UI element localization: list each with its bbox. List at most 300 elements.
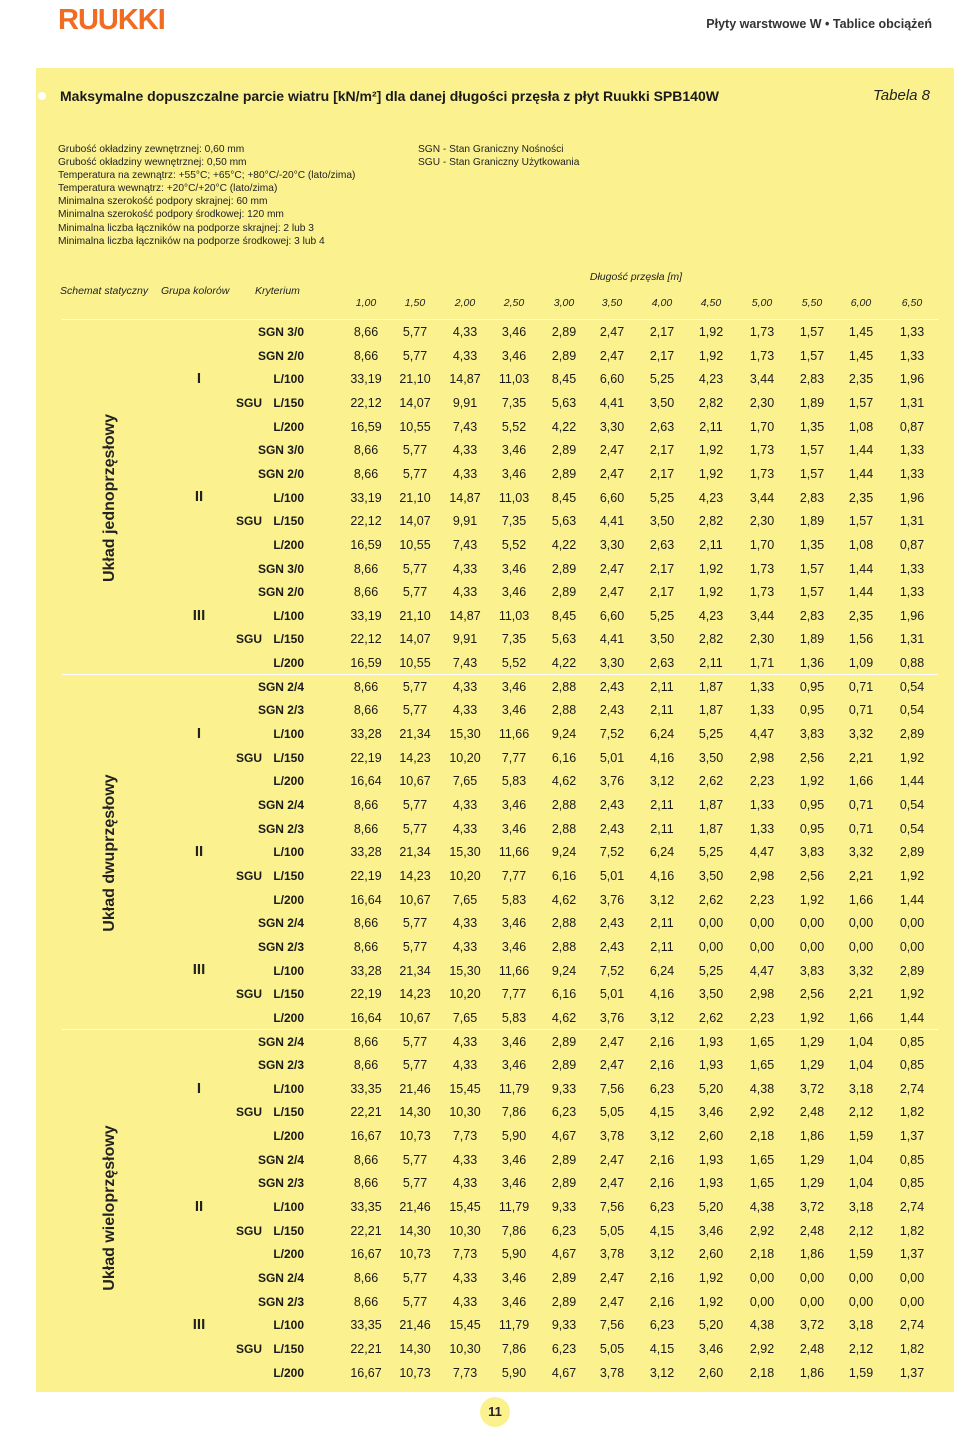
table-cell: 14,30 bbox=[399, 1341, 431, 1356]
table-cell: 1,73 bbox=[749, 348, 775, 363]
table-cell: 11,66 bbox=[498, 845, 530, 860]
table-cell: 10,20 bbox=[449, 868, 481, 883]
table-cell: 5,77 bbox=[402, 679, 428, 694]
table-cell: 4,38 bbox=[749, 1200, 775, 1215]
table-cell: 2,48 bbox=[799, 1223, 825, 1238]
table-cell: 9,91 bbox=[452, 632, 478, 647]
table-cell: 6,23 bbox=[551, 1105, 577, 1120]
table-row bbox=[0, 960, 960, 982]
criterion-label: SGN 3/0 bbox=[257, 443, 304, 458]
table-cell: 5,77 bbox=[402, 939, 428, 954]
table-cell: 0,00 bbox=[698, 939, 724, 954]
table-cell: 1,31 bbox=[899, 514, 925, 529]
table-cell: 2,82 bbox=[698, 632, 724, 647]
table-cell: 7,86 bbox=[501, 1105, 527, 1120]
sgu-label: SGU bbox=[236, 750, 263, 765]
table-cell: 1,66 bbox=[848, 1010, 874, 1025]
table-cell: 3,83 bbox=[799, 727, 825, 742]
criterion-label: L/100 bbox=[273, 490, 304, 505]
criterion-label: L/100 bbox=[273, 1081, 304, 1096]
table-cell: 3,50 bbox=[698, 868, 724, 883]
table-cell: 2,18 bbox=[749, 1247, 775, 1262]
table-cell: 1,59 bbox=[848, 1129, 874, 1144]
table-cell: 10,30 bbox=[449, 1341, 481, 1356]
table-cell: 2,89 bbox=[551, 1034, 577, 1049]
table-cell: 3,12 bbox=[649, 1129, 675, 1144]
table-cell: 1,92 bbox=[698, 325, 724, 339]
table-cell: 3,46 bbox=[501, 821, 527, 836]
table-cell: 0,00 bbox=[899, 1271, 925, 1285]
table-cell: 1,82 bbox=[899, 1341, 925, 1356]
table-cell: 4,47 bbox=[749, 727, 775, 742]
table-cell: 8,66 bbox=[353, 1294, 379, 1309]
table-cell: 2,17 bbox=[649, 466, 675, 481]
table-cell: 7,56 bbox=[599, 1081, 625, 1096]
table-cell: 1,86 bbox=[799, 1365, 825, 1380]
table-cell: 0,00 bbox=[749, 939, 775, 954]
parameter-line: Temperatura wewnątrz: +20°C/+20°C (lato/zima) bbox=[58, 183, 278, 195]
logo-text: RUUKKI bbox=[58, 6, 165, 32]
table-cell: 4,41 bbox=[599, 514, 625, 529]
table-cell: 5,77 bbox=[402, 348, 428, 363]
table-cell: 5,77 bbox=[402, 585, 428, 600]
span-length-header: 6,50 bbox=[901, 297, 923, 309]
table-cell: 0,00 bbox=[848, 916, 874, 931]
table-cell: 0,00 bbox=[848, 939, 874, 954]
table-cell: 1,70 bbox=[749, 419, 775, 434]
table-cell: 1,44 bbox=[848, 466, 874, 481]
table-cell: 2,47 bbox=[599, 1294, 625, 1309]
table-cell: 5,63 bbox=[551, 632, 577, 647]
table-row bbox=[0, 463, 960, 485]
criterion-label: SGN 2/3 bbox=[257, 1294, 304, 1309]
table-cell: 11,79 bbox=[498, 1081, 530, 1096]
table-cell: 4,16 bbox=[649, 987, 675, 1002]
sgu-label: SGU bbox=[236, 987, 263, 1002]
table-cell: 2,12 bbox=[848, 1105, 874, 1120]
criterion-label: SGN 2/0 bbox=[257, 466, 304, 481]
table-cell: 0,95 bbox=[799, 679, 825, 694]
table-cell: 1,92 bbox=[899, 868, 925, 883]
table-cell: 5,77 bbox=[402, 1294, 428, 1309]
criterion-label: SGN 2/0 bbox=[257, 585, 304, 600]
table-cell: 2,60 bbox=[698, 1365, 724, 1380]
criterion-label: SGN 2/3 bbox=[257, 703, 304, 718]
table-cell: 4,33 bbox=[452, 585, 478, 600]
table-cell: 3,50 bbox=[649, 514, 675, 529]
page-number: 11 bbox=[480, 1397, 510, 1427]
table-cell: 1,33 bbox=[899, 348, 925, 363]
table-cell: 2,56 bbox=[799, 750, 825, 765]
table-cell: 3,30 bbox=[599, 656, 625, 671]
table-cell: 22,19 bbox=[350, 750, 382, 765]
table-row bbox=[0, 416, 960, 438]
table-cell: 1,65 bbox=[749, 1034, 775, 1049]
parameter-line: Minimalna szerokość podpory skrajnej: 60 mm bbox=[58, 196, 268, 208]
column-header-criterion: Kryterium bbox=[255, 285, 300, 297]
table-cell: 3,46 bbox=[698, 1341, 724, 1356]
table-cell: 3,50 bbox=[649, 395, 675, 410]
table-cell: 7,73 bbox=[452, 1129, 478, 1144]
table-cell: 1,73 bbox=[749, 561, 775, 576]
table-row bbox=[0, 841, 960, 863]
table-cell: 1,89 bbox=[799, 632, 825, 647]
table-cell: 4,16 bbox=[649, 868, 675, 883]
criterion-label: L/150 bbox=[273, 1341, 304, 1356]
table-cell: 2,62 bbox=[698, 774, 724, 789]
table-cell: 2,62 bbox=[698, 892, 724, 907]
table-cell: 4,33 bbox=[452, 325, 478, 339]
table-cell: 0,71 bbox=[848, 703, 874, 718]
table-cell: 3,12 bbox=[649, 1247, 675, 1262]
table-cell: 3,46 bbox=[501, 443, 527, 458]
table-cell: 1,44 bbox=[848, 585, 874, 600]
table-cell: 2,88 bbox=[551, 798, 577, 812]
color-group-label: II bbox=[194, 488, 204, 506]
table-cell: 33,28 bbox=[350, 963, 382, 978]
scheme-divider bbox=[62, 674, 938, 675]
table-cell: 3,46 bbox=[698, 1105, 724, 1120]
sgu-label: SGU bbox=[236, 1223, 263, 1238]
color-group-label: II bbox=[194, 1197, 204, 1215]
table-row bbox=[0, 345, 960, 367]
table-cell: 8,66 bbox=[353, 798, 379, 812]
table-cell: 5,77 bbox=[402, 1034, 428, 1049]
table-cell: 2,88 bbox=[551, 679, 577, 694]
table-row bbox=[0, 912, 960, 934]
table-cell: 3,76 bbox=[599, 774, 625, 789]
table-cell: 0,00 bbox=[899, 939, 925, 954]
span-length-header: 5,00 bbox=[751, 297, 773, 309]
table-cell: 2,82 bbox=[698, 395, 724, 410]
criterion-label: L/100 bbox=[273, 372, 304, 387]
table-cell: 22,19 bbox=[350, 987, 382, 1002]
table-cell: 1,65 bbox=[749, 1058, 775, 1073]
table-cell: 10,73 bbox=[399, 1129, 431, 1144]
table-cell: 7,86 bbox=[501, 1341, 527, 1356]
table-cell: 3,44 bbox=[749, 372, 775, 387]
table-cell: 11,03 bbox=[498, 490, 530, 505]
table-cell: 7,52 bbox=[599, 963, 625, 978]
table-cell: 14,30 bbox=[399, 1223, 431, 1238]
table-cell: 1,92 bbox=[799, 892, 825, 907]
color-group-label: I bbox=[196, 1079, 202, 1097]
table-cell: 2,89 bbox=[899, 963, 925, 978]
table-cell: 16,59 bbox=[350, 419, 382, 434]
criterion-label: SGN 2/3 bbox=[257, 1058, 304, 1073]
table-cell: 16,59 bbox=[350, 537, 382, 552]
table-cell: 15,45 bbox=[449, 1081, 481, 1096]
table-cell: 2,30 bbox=[749, 514, 775, 529]
table-cell: 5,90 bbox=[501, 1129, 527, 1144]
table-cell: 2,47 bbox=[599, 1152, 625, 1167]
table-row bbox=[0, 699, 960, 721]
table-cell: 1,04 bbox=[848, 1152, 874, 1167]
table-cell: 1,66 bbox=[848, 774, 874, 789]
table-cell: 3,46 bbox=[501, 1176, 527, 1191]
table-cell: 2,11 bbox=[650, 798, 674, 812]
table-row bbox=[0, 818, 960, 840]
table-cell: 33,19 bbox=[350, 608, 382, 623]
table-cell: 3,12 bbox=[649, 1010, 675, 1025]
table-row bbox=[0, 1243, 960, 1265]
column-header-color-group: Grupa kolorów bbox=[161, 285, 230, 297]
criterion-label: L/200 bbox=[273, 537, 304, 552]
table-cell: 4,33 bbox=[452, 703, 478, 718]
table-cell: 4,41 bbox=[599, 632, 625, 647]
table-cell: 6,16 bbox=[551, 868, 577, 883]
table-cell: 3,32 bbox=[848, 727, 874, 742]
table-cell: 7,43 bbox=[452, 537, 478, 552]
table-cell: 2,48 bbox=[799, 1105, 825, 1120]
table-cell: 2,60 bbox=[698, 1247, 724, 1262]
table-cell: 3,12 bbox=[649, 892, 675, 907]
table-cell: 0,00 bbox=[799, 939, 825, 954]
table-row bbox=[0, 936, 960, 958]
table-cell: 2,89 bbox=[551, 1294, 577, 1309]
table-cell: 10,67 bbox=[399, 774, 431, 789]
table-row bbox=[0, 652, 960, 674]
table-cell: 21,34 bbox=[399, 963, 431, 978]
table-cell: 3,83 bbox=[799, 963, 825, 978]
table-cell: 14,23 bbox=[399, 868, 431, 883]
table-cell: 0,00 bbox=[799, 1271, 825, 1285]
table-cell: 1,04 bbox=[848, 1058, 874, 1073]
table-cell: 4,15 bbox=[649, 1341, 675, 1356]
table-cell: 7,77 bbox=[501, 987, 527, 1002]
table-cell: 0,87 bbox=[899, 419, 925, 434]
table-cell: 2,11 bbox=[650, 679, 674, 694]
table-cell: 3,50 bbox=[649, 632, 675, 647]
table-cell: 1,92 bbox=[799, 774, 825, 789]
table-cell: 14,07 bbox=[399, 514, 431, 529]
table-cell: 0,95 bbox=[799, 821, 825, 836]
table-cell: 4,16 bbox=[649, 750, 675, 765]
parameter-line: Grubość okładziny zewnętrznej: 0,60 mm bbox=[58, 144, 245, 155]
table-cell: 8,66 bbox=[353, 1058, 379, 1073]
criterion-label: L/200 bbox=[273, 656, 304, 671]
table-cell: 6,23 bbox=[649, 1318, 675, 1333]
table-row bbox=[0, 1149, 960, 1171]
criterion-label: L/100 bbox=[273, 1318, 304, 1333]
table-cell: 1,44 bbox=[899, 774, 925, 789]
table-cell: 8,66 bbox=[353, 821, 379, 836]
table-row bbox=[0, 983, 960, 1005]
criterion-label: SGN 3/0 bbox=[257, 325, 304, 339]
table-cell: 2,82 bbox=[698, 514, 724, 529]
table-cell: 7,35 bbox=[501, 514, 527, 529]
table-cell: 16,64 bbox=[350, 892, 382, 907]
table-row bbox=[0, 1078, 960, 1100]
table-cell: 5,05 bbox=[599, 1223, 625, 1238]
table-cell: 2,83 bbox=[799, 372, 825, 387]
table-cell: 2,23 bbox=[749, 892, 775, 907]
table-cell: 1,65 bbox=[749, 1152, 775, 1167]
table-cell: 1,92 bbox=[899, 987, 925, 1002]
table-cell: 22,12 bbox=[350, 514, 382, 529]
table-cell: 1,82 bbox=[899, 1105, 925, 1120]
table-cell: 21,10 bbox=[399, 490, 431, 505]
table-cell: 3,46 bbox=[501, 585, 527, 600]
table-cell: 1,37 bbox=[899, 1365, 925, 1380]
table-row bbox=[0, 1338, 960, 1360]
table-cell: 2,35 bbox=[848, 490, 874, 505]
table-cell: 1,29 bbox=[799, 1034, 825, 1049]
table-cell: 2,47 bbox=[599, 1058, 625, 1073]
table-cell: 1,29 bbox=[799, 1058, 825, 1073]
criterion-label: L/100 bbox=[273, 727, 304, 742]
table-cell: 2,11 bbox=[650, 821, 674, 836]
table-cell: 5,63 bbox=[551, 395, 577, 410]
table-cell: 21,10 bbox=[399, 372, 431, 387]
table-cell: 2,48 bbox=[799, 1341, 825, 1356]
table-cell: 1,71 bbox=[749, 656, 775, 671]
table-cell: 21,34 bbox=[399, 727, 431, 742]
ruukki-logo bbox=[58, 6, 176, 32]
table-cell: 5,52 bbox=[501, 656, 527, 671]
table-cell: 0,54 bbox=[899, 821, 925, 836]
color-group-label: I bbox=[196, 370, 202, 388]
table-cell: 5,25 bbox=[649, 608, 675, 623]
table-cell: 2,74 bbox=[899, 1200, 925, 1215]
table-cell: 14,23 bbox=[399, 750, 431, 765]
table-cell: 0,54 bbox=[899, 703, 925, 718]
table-row bbox=[0, 1362, 960, 1384]
table-cell: 10,55 bbox=[399, 656, 431, 671]
table-cell: 4,47 bbox=[749, 963, 775, 978]
table-row bbox=[0, 1031, 960, 1053]
table-cell: 2,60 bbox=[698, 1129, 724, 1144]
table-cell: 3,46 bbox=[501, 939, 527, 954]
table-cell: 2,17 bbox=[649, 585, 675, 600]
table-cell: 3,46 bbox=[501, 561, 527, 576]
table-row bbox=[0, 534, 960, 556]
table-cell: 3,46 bbox=[501, 798, 527, 812]
table-cell: 4,33 bbox=[452, 561, 478, 576]
table-cell: 1,57 bbox=[799, 585, 825, 600]
table-cell: 4,62 bbox=[551, 1010, 577, 1025]
table-cell: 2,43 bbox=[599, 679, 625, 694]
table-cell: 5,05 bbox=[599, 1341, 625, 1356]
criterion-label: L/150 bbox=[273, 514, 304, 529]
table-cell: 6,60 bbox=[599, 490, 625, 505]
table-cell: 11,66 bbox=[498, 963, 530, 978]
table-cell: 15,30 bbox=[449, 845, 481, 860]
color-group-label: III bbox=[192, 606, 206, 624]
table-cell: 8,66 bbox=[353, 679, 379, 694]
table-cell: 0,00 bbox=[749, 1294, 775, 1309]
scheme-label-text: Układ jednoprzęsłowy bbox=[101, 414, 118, 583]
table-cell: 0,00 bbox=[749, 1271, 775, 1285]
criterion-label: L/100 bbox=[273, 1200, 304, 1215]
table-cell: 2,17 bbox=[649, 561, 675, 576]
table-cell: 3,30 bbox=[599, 537, 625, 552]
table-cell: 4,62 bbox=[551, 774, 577, 789]
table-cell: 2,21 bbox=[848, 750, 874, 765]
table-cell: 2,92 bbox=[749, 1341, 775, 1356]
table-cell: 4,33 bbox=[452, 1294, 478, 1309]
table-cell: 3,46 bbox=[501, 1271, 527, 1285]
parameter-line: Minimalna liczba łączników na podporze środkowej: 3 lub 4 bbox=[58, 235, 325, 247]
table-row bbox=[0, 889, 960, 911]
table-cell: 6,23 bbox=[649, 1200, 675, 1215]
table-cell: 0,85 bbox=[899, 1034, 925, 1049]
table-cell: 1,92 bbox=[799, 1010, 825, 1025]
span-length-header: 1,00 bbox=[355, 297, 377, 309]
table-cell: 1,33 bbox=[899, 443, 925, 458]
table-cell: 3,30 bbox=[599, 419, 625, 434]
table-cell: 2,47 bbox=[599, 325, 625, 339]
table-cell: 2,47 bbox=[599, 1271, 625, 1285]
table-cell: 14,87 bbox=[449, 372, 481, 387]
criterion-label: L/200 bbox=[273, 892, 304, 907]
table-cell: 2,30 bbox=[749, 395, 775, 410]
table-cell: 7,43 bbox=[452, 419, 478, 434]
table-cell: 1,36 bbox=[799, 656, 825, 671]
table-cell: 21,10 bbox=[399, 608, 431, 623]
table-cell: 9,24 bbox=[551, 727, 577, 742]
table-cell: 1,92 bbox=[698, 585, 724, 600]
table-row bbox=[0, 865, 960, 887]
table-cell: 0,54 bbox=[899, 679, 925, 694]
column-header-span: Długość przęsła [m] bbox=[589, 271, 683, 283]
table-cell: 33,28 bbox=[350, 727, 382, 742]
table-cell: 22,12 bbox=[350, 632, 382, 647]
table-cell: 2,16 bbox=[649, 1058, 675, 1073]
table-cell: 1,57 bbox=[799, 561, 825, 576]
table-cell: 1,31 bbox=[899, 395, 925, 410]
table-cell: 7,73 bbox=[452, 1365, 478, 1380]
criterion-label: SGN 2/3 bbox=[257, 1176, 304, 1191]
table-cell: 3,76 bbox=[599, 1010, 625, 1025]
criterion-label: L/200 bbox=[273, 419, 304, 434]
table-cell: 3,18 bbox=[848, 1318, 874, 1333]
table-row bbox=[0, 439, 960, 461]
table-cell: 0,00 bbox=[749, 916, 775, 931]
scheme-label-text: Układ wieloprzęsłowy bbox=[101, 1125, 118, 1291]
table-cell: 4,15 bbox=[649, 1223, 675, 1238]
table-cell: 3,83 bbox=[799, 845, 825, 860]
table-cell: 1,56 bbox=[848, 632, 874, 647]
table-cell: 4,33 bbox=[452, 916, 478, 931]
table-cell: 15,45 bbox=[449, 1200, 481, 1215]
table-cell: 3,46 bbox=[501, 1152, 527, 1167]
span-length-header: 3,50 bbox=[601, 297, 623, 309]
table-cell: 5,05 bbox=[599, 1105, 625, 1120]
table-cell: 2,98 bbox=[749, 750, 775, 765]
table-cell: 5,77 bbox=[402, 466, 428, 481]
table-cell: 2,43 bbox=[599, 821, 625, 836]
table-row bbox=[0, 1314, 960, 1336]
table-cell: 10,55 bbox=[399, 419, 431, 434]
table-cell: 15,30 bbox=[449, 963, 481, 978]
table-cell: 14,30 bbox=[399, 1105, 431, 1120]
table-cell: 5,77 bbox=[402, 798, 428, 812]
table-cell: 16,67 bbox=[350, 1365, 382, 1380]
table-cell: 1,96 bbox=[899, 490, 925, 505]
table-cell: 6,23 bbox=[649, 1081, 675, 1096]
table-cell: 4,33 bbox=[452, 821, 478, 836]
color-group-label: II bbox=[194, 843, 204, 861]
table-cell: 2,56 bbox=[799, 868, 825, 883]
table-row bbox=[0, 1054, 960, 1076]
table-cell: 16,59 bbox=[350, 656, 382, 671]
table-cell: 1,44 bbox=[899, 892, 925, 907]
table-cell: 2,89 bbox=[551, 348, 577, 363]
table-cell: 5,01 bbox=[599, 868, 625, 883]
table-cell: 16,67 bbox=[350, 1247, 382, 1262]
table-cell: 5,77 bbox=[402, 325, 428, 339]
